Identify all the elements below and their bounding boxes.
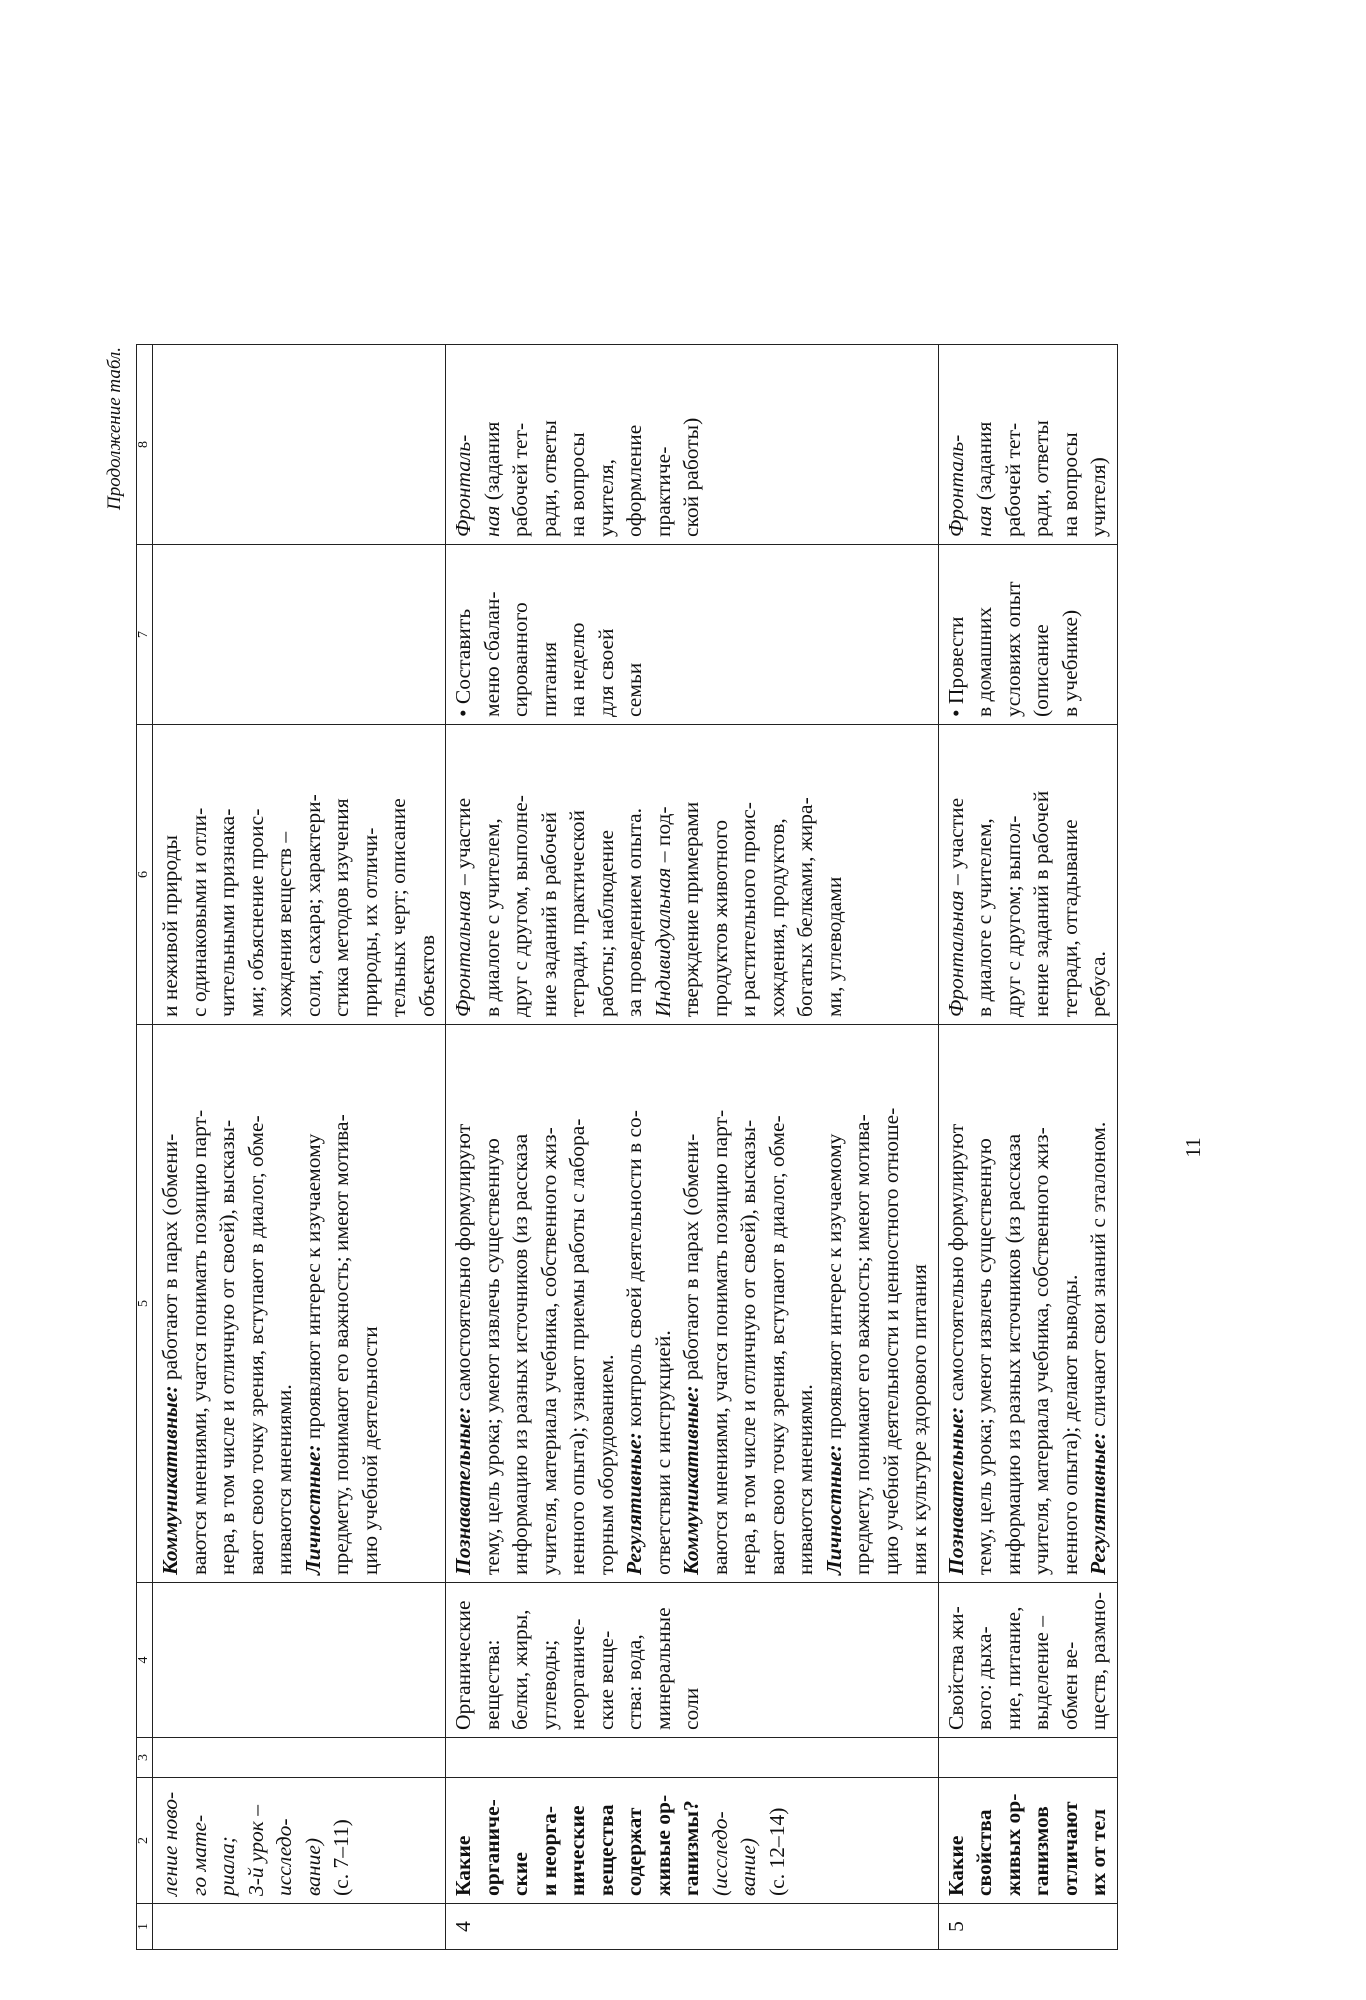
learning-outcomes-cell <box>938 1025 1117 1583</box>
assessment-text: рабочей тет- <box>1000 422 1025 537</box>
activity-line <box>942 732 971 1017</box>
outcome-text: вают свою точку зрения, вступают в диалог, обме- <box>764 1115 789 1575</box>
lesson-topic-line: (с. 12–14) <box>764 1807 789 1896</box>
assessment-line <box>592 352 621 537</box>
rotated-content <box>96 335 1216 1960</box>
activity-line <box>763 732 792 1017</box>
lesson-number: 4 <box>451 1921 475 1932</box>
content-line: выделение – <box>1029 1615 1053 1730</box>
assessment-text: учителя, <box>593 458 618 537</box>
outcome-line <box>620 1032 649 1575</box>
activity-text: и растительного проис- <box>736 802 760 1017</box>
outcome-line <box>649 1032 678 1575</box>
assessment-form-label: ная <box>479 505 504 537</box>
activity-line <box>1056 732 1085 1017</box>
column-number: 2 <box>137 1778 153 1904</box>
outcome-text: ненного опыта); делают выводы. <box>1057 1274 1082 1575</box>
outcome-category: Личностные: <box>300 1444 325 1575</box>
outcome-line <box>677 1032 706 1575</box>
activity-text: работы; наблюдение <box>593 829 618 1017</box>
assessment-line <box>970 352 999 537</box>
column-number: 4 <box>137 1583 153 1738</box>
assessment-line <box>506 352 535 537</box>
assessment-line <box>677 352 706 537</box>
outcome-text: ненного опыта); узнают приемы работы с лабора- <box>565 1118 589 1575</box>
outcome-line <box>1056 1032 1085 1575</box>
lesson-topic-line: вание) <box>736 1837 760 1896</box>
activity-line <box>384 732 413 1017</box>
activity-text: ребуса. <box>1086 951 1110 1017</box>
assessment-text: ради, ответы <box>1029 420 1053 537</box>
outcome-text: ниваются мнениями. <box>272 1384 296 1575</box>
homework-line: для своей <box>593 628 618 717</box>
assessment-text: (задания <box>972 421 996 506</box>
activity-text: друг с другом; выпол- <box>1000 815 1025 1017</box>
activity-line <box>1027 732 1056 1017</box>
lesson-topic-line: свойства <box>972 1809 996 1896</box>
outcome-line <box>942 1032 971 1575</box>
outcome-text: цию учебной деятельности <box>357 1326 382 1575</box>
activity-line <box>999 732 1028 1017</box>
column-number: 8 <box>137 345 153 545</box>
activity-line <box>242 732 271 1017</box>
activity-line <box>820 732 849 1017</box>
assessment-text: на вопросы <box>565 432 589 537</box>
homework-line: • Составить <box>451 608 475 717</box>
outcome-line <box>156 1032 185 1575</box>
activity-line <box>156 732 185 1017</box>
lesson-topic-line: исследо- <box>272 1818 296 1896</box>
outcome-text: работают в парах (обмени- <box>679 1133 703 1386</box>
activity-text: тетради, отгадывание <box>1057 819 1082 1017</box>
outcome-line <box>734 1032 763 1575</box>
lesson-topic-line: и неорга- <box>536 1805 561 1896</box>
table-row <box>446 345 939 1950</box>
assessment-text: (задания <box>479 421 504 506</box>
homework-cell <box>153 545 446 725</box>
content-line: углеводы; <box>536 1639 561 1730</box>
outcome-text: цию учебной деятельности и ценностного отноше- <box>878 1107 903 1575</box>
lesson-topic-line: 3-й урок – <box>243 1805 268 1896</box>
activity-text: – участие <box>451 797 475 891</box>
assessment-line <box>942 352 971 537</box>
outcome-text: нера, в том числе и отличную от своей), высказы- <box>215 1119 239 1575</box>
outcome-text: сличают свои знаний с эталоном. <box>1086 1121 1110 1433</box>
outcome-text: ниваются мнениями. <box>793 1384 817 1575</box>
homework-line: питания <box>536 641 561 717</box>
homework-line: (описание <box>1029 624 1053 717</box>
activity-text: с одинаковыми и отли- <box>186 807 211 1017</box>
outcome-text: учителя, материала учебника, собственного жиз- <box>536 1127 561 1575</box>
activity-text: – под- <box>650 806 675 868</box>
assessment-text: ской работы) <box>679 417 703 537</box>
activity-form-cell <box>153 725 446 1025</box>
outcome-text: информацию из разных источников (из рассказа <box>1000 1133 1025 1575</box>
activity-line <box>270 732 299 1017</box>
assessment-text: оформление <box>622 424 646 537</box>
activity-line <box>791 732 820 1017</box>
lesson-number-cell <box>153 1904 446 1950</box>
outcome-line <box>820 1032 849 1575</box>
outcome-line <box>535 1032 564 1575</box>
activity-form-cell <box>938 725 1117 1025</box>
activity-text: стика методов изучения <box>329 798 353 1017</box>
activity-text: тельных черт; описание <box>386 798 410 1017</box>
activity-line <box>327 732 356 1017</box>
content-line: неорганиче- <box>565 1618 589 1730</box>
content-line: белки, жиры, <box>508 1609 532 1730</box>
outcome-text: ответствии с инструкцией. <box>650 1330 675 1575</box>
outcome-line <box>270 1032 299 1575</box>
lesson-number-cell <box>938 1904 1117 1950</box>
table-row <box>153 345 446 1950</box>
activity-form-label: Фронтальная <box>451 890 475 1017</box>
outcome-line <box>970 1032 999 1575</box>
lesson-number: 5 <box>943 1921 968 1932</box>
table-continuation-caption: Продолжение табл. <box>104 347 125 510</box>
assessment-line <box>1027 352 1056 537</box>
outcome-text: ния к культуре здорового питания <box>907 1264 931 1575</box>
activity-text: в диалоге с учителем, <box>479 818 504 1017</box>
content-line: ские веще- <box>593 1630 618 1730</box>
outcome-line <box>506 1032 535 1575</box>
lesson-topic-line: ганизмы? <box>679 1800 703 1896</box>
outcome-text: самостоятельно формулируют <box>943 1123 968 1407</box>
assessment-line <box>535 352 564 537</box>
outcome-line <box>999 1032 1028 1575</box>
activity-line <box>185 732 214 1017</box>
content-cell <box>153 1583 446 1738</box>
activity-text: – участие <box>943 797 968 891</box>
activity-line <box>706 732 735 1017</box>
outcome-line <box>213 1032 242 1575</box>
activity-line <box>677 732 706 1017</box>
outcome-line <box>1084 1032 1113 1575</box>
assessment-cell <box>153 345 446 545</box>
activity-form-label: Фронтальная <box>943 890 968 1017</box>
outcome-text: учителя, материала учебника, собственного жиз- <box>1029 1127 1053 1575</box>
content-line: вещества: <box>479 1639 504 1730</box>
activity-line <box>535 732 564 1017</box>
outcome-text: ваются мнениями, учатся понимать позицию парт- <box>707 1109 732 1575</box>
content-line: ществ, размно- <box>1086 1592 1110 1730</box>
activity-line <box>213 732 242 1017</box>
activity-line <box>478 732 507 1017</box>
outcome-line <box>791 1032 820 1575</box>
activity-text: хождения, продуктов, <box>764 818 789 1017</box>
outcome-line <box>356 1032 385 1575</box>
lesson-topic-line: живых ор- <box>1000 1793 1025 1896</box>
outcome-category: Познавательные: <box>451 1406 475 1575</box>
activity-text: соли, сахара; характери- <box>300 794 325 1017</box>
homework-line: в учебнике) <box>1057 609 1082 717</box>
empty-cell <box>446 1738 939 1778</box>
outcome-category: Коммуникативные: <box>158 1385 182 1575</box>
outcome-line <box>877 1032 906 1575</box>
outcome-text: работают в парах (обмени- <box>158 1133 182 1386</box>
lesson-topic-line: вещества <box>593 1804 618 1896</box>
outcome-line <box>1027 1032 1056 1575</box>
activity-text: ми; объяснение проис- <box>243 808 268 1017</box>
activity-text: тетради, практической <box>565 810 589 1017</box>
outcome-line <box>905 1032 934 1575</box>
assessment-text: ради, ответы <box>536 420 561 537</box>
assessment-text: рабочей тет- <box>508 422 532 537</box>
lesson-topic-line: ление ново- <box>158 1791 182 1896</box>
lesson-topic-line: го мате- <box>186 1814 211 1896</box>
activity-line <box>649 732 678 1017</box>
homework-line: условиях опыт <box>1000 581 1025 717</box>
assessment-line <box>563 352 592 537</box>
activity-text: в диалоге с учителем, <box>972 818 996 1017</box>
page-number: 11 <box>1181 1137 1205 1158</box>
activity-text: объектов <box>414 935 439 1017</box>
column-number: 3 <box>137 1738 153 1778</box>
assessment-form-label: Фронталь- <box>943 434 968 537</box>
activity-line <box>734 732 763 1017</box>
lesson-topic-line: содержат <box>622 1807 646 1896</box>
homework-cell <box>938 545 1117 725</box>
homework-line: меню сбалан- <box>479 591 504 717</box>
assessment-line <box>620 352 649 537</box>
activity-text: нение заданий в рабочей <box>1029 790 1053 1017</box>
activity-text: ние заданий в рабочей <box>536 811 561 1017</box>
outcome-line <box>563 1032 592 1575</box>
content-line: Органические <box>451 1600 475 1730</box>
outcome-text: тему, цель урока; умеют извлечь существенную <box>479 1138 504 1575</box>
homework-line: сированного <box>508 602 532 717</box>
activity-line <box>449 732 478 1017</box>
lesson-topic-line: ганизмов <box>1029 1806 1053 1896</box>
activity-text: хождения веществ – <box>272 831 296 1017</box>
lesson-number-cell <box>446 1904 939 1950</box>
learning-outcomes-cell <box>153 1025 446 1583</box>
activity-text: природы, их отличи- <box>357 827 382 1017</box>
homework-line: на неделю <box>565 622 589 717</box>
content-line: ства: вода, <box>622 1634 646 1730</box>
outcome-text: проявляют интерес к изучаемому <box>300 1133 325 1445</box>
lesson-topic-line: ские <box>508 1852 532 1896</box>
outcome-text: предмету, понимают его важность; имеют мотива- <box>850 1114 874 1575</box>
column-number: 5 <box>137 1025 153 1583</box>
activity-line <box>506 732 535 1017</box>
lesson-topic-line: (исследо- <box>707 1811 732 1896</box>
lesson-topic-line: отличают <box>1057 1801 1082 1896</box>
content-cell <box>446 1583 939 1738</box>
lesson-topic-line: (с. 7–11) <box>329 1819 353 1896</box>
assessment-form-label: ная <box>972 505 996 537</box>
assessment-cell <box>446 345 939 545</box>
lesson-topic-line: Какие <box>451 1835 475 1896</box>
outcome-text: информацию из разных источников (из рассказа <box>508 1133 532 1575</box>
assessment-form-label: Фронталь- <box>451 434 475 537</box>
outcome-category: Регулятивные: <box>622 1432 646 1575</box>
lesson-topic-line: риала; <box>215 1836 239 1896</box>
outcome-line <box>327 1032 356 1575</box>
activity-line <box>620 732 649 1017</box>
homework-line: • Провести <box>943 616 968 717</box>
lesson-topic-cell <box>446 1778 939 1904</box>
activity-line <box>413 732 442 1017</box>
content-line: ние, питание, <box>1000 1606 1025 1730</box>
content-line: Свойства жи- <box>943 1606 968 1730</box>
outcome-text: торным оборудованием. <box>593 1354 618 1575</box>
lesson-topic-line: нические <box>565 1805 589 1896</box>
lesson-topic-line: Какие <box>943 1835 968 1896</box>
activity-line <box>1084 732 1113 1017</box>
activity-line <box>563 732 592 1017</box>
content-cell <box>938 1583 1117 1738</box>
assessment-line <box>1084 352 1113 537</box>
outcome-text: вают свою точку зрения, вступают в диалог, обме- <box>243 1115 268 1575</box>
assessment-text: на вопросы <box>1057 432 1082 537</box>
column-number: 1 <box>137 1904 153 1950</box>
column-number: 6 <box>137 725 153 1025</box>
learning-outcomes-cell <box>446 1025 939 1583</box>
activity-text: за проведением опыта. <box>622 808 646 1017</box>
outcome-text: предмету, понимают его важность; имеют мотива- <box>329 1114 353 1575</box>
outcome-text: тему, цель урока; умеют извлечь существенную <box>972 1138 996 1575</box>
lesson-topic-line: органиче- <box>479 1799 504 1896</box>
empty-cell <box>153 1738 446 1778</box>
outcome-text: контроль своей деятельности в со- <box>622 1110 646 1433</box>
activity-form-label: Индивидуальная <box>650 867 675 1017</box>
homework-line: в домашних <box>972 606 996 717</box>
outcome-line <box>706 1032 735 1575</box>
activity-line <box>299 732 328 1017</box>
assessment-line <box>449 352 478 537</box>
lesson-topic-line: живые ор- <box>650 1794 675 1896</box>
outcome-text: ваются мнениями, учатся понимать позицию парт- <box>186 1109 211 1575</box>
activity-text: и неживой природы <box>158 835 182 1017</box>
activity-text: богатых белками, жира- <box>793 797 817 1017</box>
outcome-text: нера, в том числе и отличную от своей), высказы- <box>736 1119 760 1575</box>
empty-cell <box>938 1738 1117 1778</box>
assessment-line <box>1056 352 1085 537</box>
assessment-text: учителя) <box>1086 457 1110 537</box>
activity-text: чительными признака- <box>215 808 239 1017</box>
outcome-line <box>242 1032 271 1575</box>
outcome-line <box>449 1032 478 1575</box>
activity-text: ми, углеводами <box>821 876 846 1017</box>
outcome-line <box>848 1032 877 1575</box>
lesson-topic-cell <box>153 1778 446 1904</box>
table-row <box>938 345 1117 1950</box>
homework-line: семьи <box>622 662 646 717</box>
activity-text: тверждение примерами <box>679 801 703 1017</box>
outcome-category: Познавательные: <box>943 1406 968 1575</box>
activity-line <box>356 732 385 1017</box>
outcome-line <box>592 1032 621 1575</box>
assessment-line <box>999 352 1028 537</box>
content-line: вого: дыха- <box>972 1626 996 1730</box>
outcome-category: Коммуникативные: <box>679 1385 703 1575</box>
outcome-line <box>763 1032 792 1575</box>
activity-line <box>592 732 621 1017</box>
assessment-cell <box>938 345 1117 545</box>
outcome-text: самостоятельно формулируют <box>451 1123 475 1407</box>
content-line: минеральные <box>650 1607 675 1730</box>
outcome-line <box>185 1032 214 1575</box>
lesson-plan-table <box>136 344 1118 1950</box>
column-number: 7 <box>137 545 153 725</box>
homework-cell <box>446 545 939 725</box>
activity-line <box>970 732 999 1017</box>
content-line: обмен ве- <box>1057 1641 1082 1730</box>
lesson-topic-line: вание) <box>300 1837 325 1896</box>
activity-text: продуктов животного <box>707 819 732 1017</box>
outcome-category: Личностные: <box>821 1444 846 1575</box>
activity-form-cell <box>446 725 939 1025</box>
outcome-text: проявляют интерес к изучаемому <box>821 1133 846 1445</box>
lesson-topic-cell <box>938 1778 1117 1904</box>
column-number-row <box>137 345 153 1950</box>
outcome-line <box>478 1032 507 1575</box>
content-line: соли <box>679 1687 703 1730</box>
assessment-line <box>478 352 507 537</box>
outcome-line <box>299 1032 328 1575</box>
activity-text: друг с другом, выполне- <box>508 795 532 1017</box>
assessment-line <box>649 352 678 537</box>
assessment-text: практиче- <box>650 446 675 537</box>
outcome-category: Регулятивные: <box>1086 1432 1110 1575</box>
lesson-topic-line: их от тел <box>1086 1808 1110 1896</box>
